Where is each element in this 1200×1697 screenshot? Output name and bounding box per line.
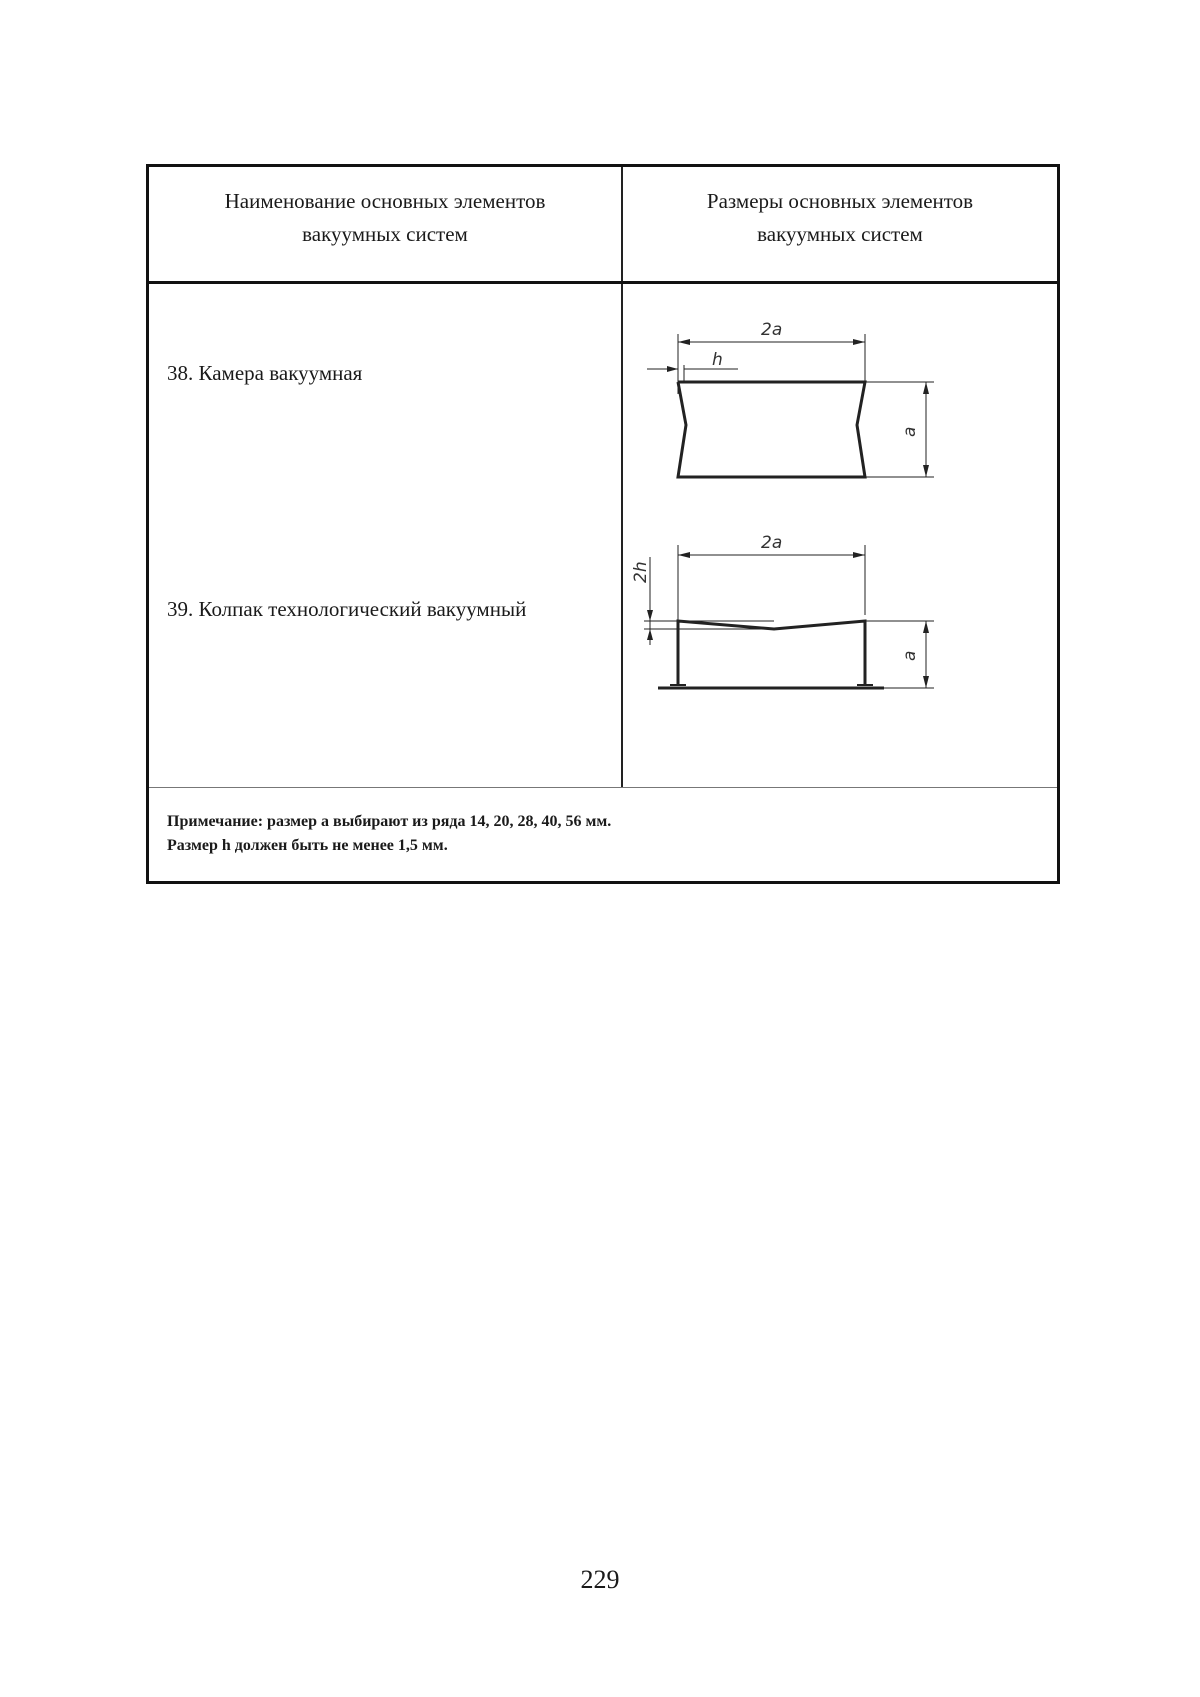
vacuum-chamber-drawing xyxy=(634,322,934,512)
dim-label-a: a xyxy=(900,650,920,661)
dim-label-h: h xyxy=(712,350,723,370)
dim-label-2a: 2a xyxy=(761,533,783,553)
header-divider xyxy=(149,281,1057,284)
column-divider xyxy=(621,167,623,788)
item-vacuum-bell: 39. Колпак технологический вакуумный xyxy=(167,597,527,621)
elements-table xyxy=(146,164,1060,884)
note-divider xyxy=(149,787,1057,788)
dim-label-a: a xyxy=(900,426,920,437)
header-element-name: Наименование основных элементов вакуумных систем xyxy=(224,189,546,246)
dim-label-2h: 2h xyxy=(631,561,651,583)
table-note: Примечание: размер а выбирают из ряда 14, 20, 28, 40, 56 мм. Размер h должен быть не менее 1,5 мм. xyxy=(167,813,612,854)
vacuum-bell-drawing xyxy=(631,533,934,725)
dim-label-2a: 2a xyxy=(761,320,783,340)
page-number: 229 xyxy=(580,1565,620,1594)
item-vacuum-chamber: 38. Камера вакуумная xyxy=(167,361,363,385)
header-element-dimensions: Размеры основных элементов вакуумных систем xyxy=(706,189,974,246)
